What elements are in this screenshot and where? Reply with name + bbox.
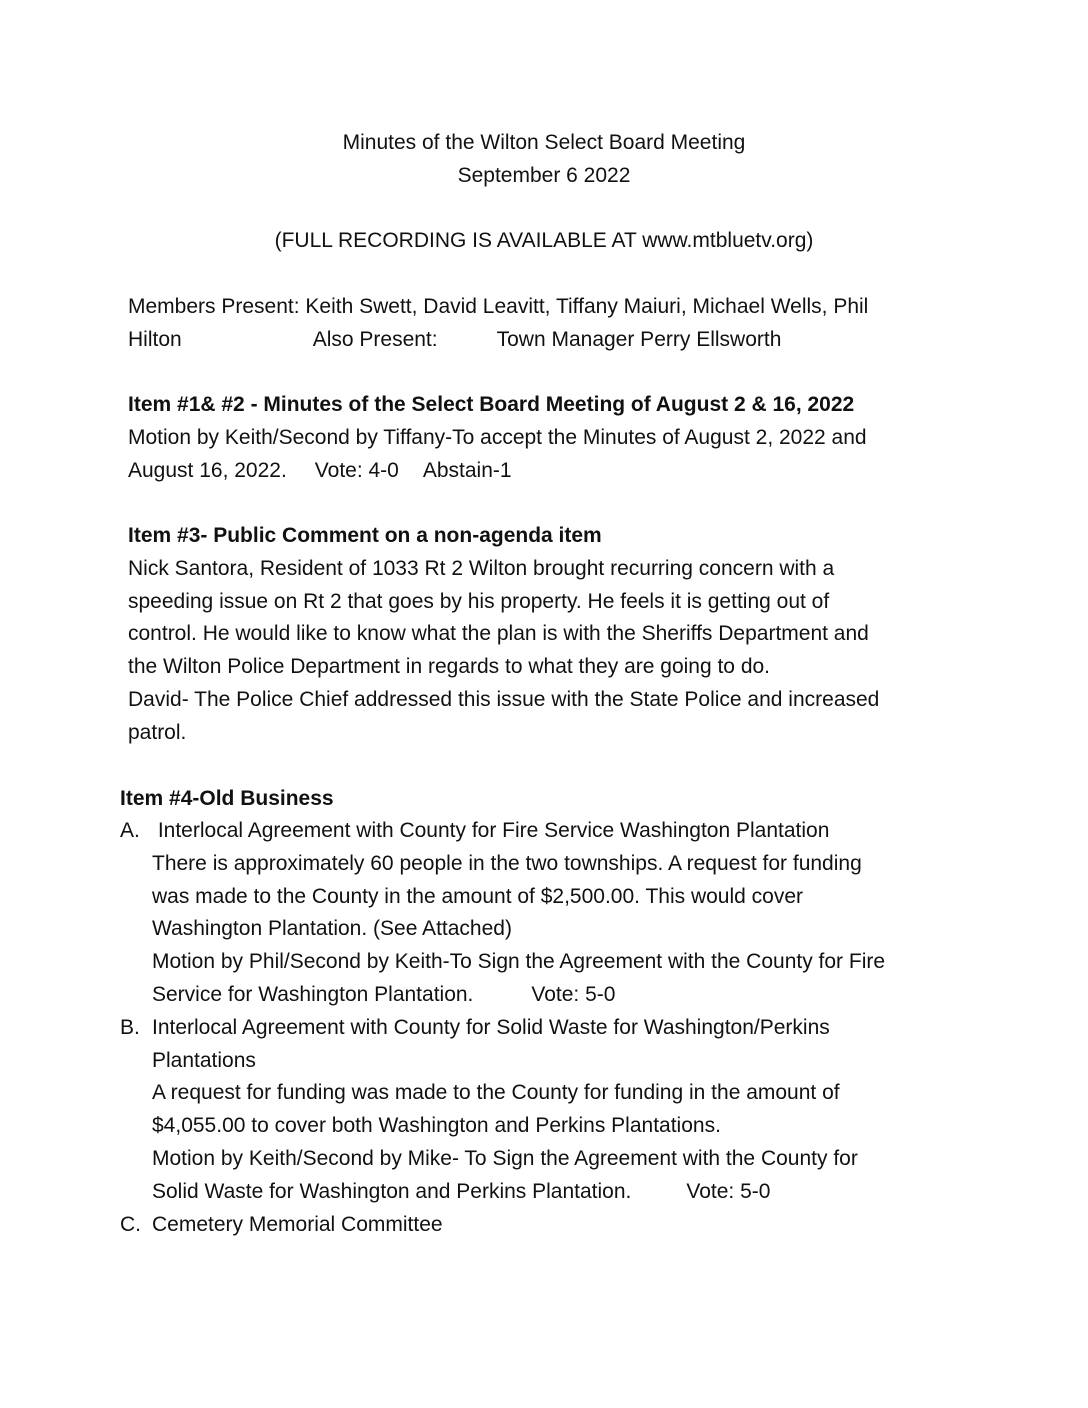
item-1-2-heading: Item #1& #2 - Minutes of the Select Board Meeting of August 2 & 16, 2022	[128, 393, 855, 416]
item-3-line: David- The Police Chief addressed this issue with the State Police and increased	[128, 687, 880, 711]
item-3-heading: Item #3- Public Comment on a non-agenda item	[128, 524, 602, 547]
list-item	[120, 1012, 980, 1209]
document-title: Minutes of the Wilton Select Board Meeting	[342, 131, 746, 154]
list-marker: B.	[120, 1015, 140, 1039]
also-present-names: Town Manager Perry Ellsworth	[496, 327, 782, 351]
item-3-line: the Wilton Police Department in regards to what they are going to do.	[128, 655, 771, 679]
list-item-text: Washington Plantation. (See Attached)	[152, 917, 512, 941]
item-3-line: control. He would like to know what the plan is with the Sheriffs Department and	[128, 622, 869, 646]
document-header	[0, 127, 1088, 193]
item-3-line: speeding issue on Rt 2 that goes by his property. He feels it is getting out of	[128, 589, 830, 613]
list-item-text: Motion by Phil/Second by Keith-To Sign the Agreement with the County for Fire	[152, 950, 886, 974]
list-item-text: Plantations	[152, 1048, 256, 1072]
list-item-text: $4,055.00 to cover both Washington and Perkins Plantations.	[152, 1114, 721, 1138]
member-name-continued: Hilton	[128, 327, 182, 351]
list-marker: A.	[120, 819, 140, 842]
item-1-2-motion: Motion by Keith/Second by Tiffany-To accept the Minutes of August 2, 2022 and	[128, 425, 867, 449]
list-marker: C.	[120, 1212, 141, 1236]
attendance-line-2	[128, 324, 968, 357]
item-3-section	[128, 520, 968, 750]
item-3-line: patrol.	[128, 720, 187, 744]
list-item-text: A request for funding was made to the County for funding in the amount of	[152, 1081, 840, 1105]
list-item-text: Solid Waste for Washington and Perkins Plantation.	[152, 1179, 632, 1203]
item-3-line: Nick Santora, Resident of 1033 Rt 2 Wilton brought recurring concern with a	[128, 556, 835, 580]
list-item-text: was made to the County in the amount of $2,500.00. This would cover	[152, 884, 803, 908]
list-item-text: Motion by Keith/Second by Mike- To Sign the Agreement with the County for	[152, 1146, 858, 1170]
item-1-2-section	[128, 389, 968, 487]
list-item-vote-line	[152, 979, 980, 1012]
meeting-date: September 6 2022	[457, 163, 631, 187]
list-item-text: Service for Washington Plantation.	[152, 982, 474, 1006]
vote-result: Vote: 5-0	[531, 982, 616, 1006]
item-1-2-vote-line	[128, 455, 968, 488]
list-item	[120, 815, 980, 1012]
members-present-line: Members Present: Keith Swett, David Leavitt, Tiffany Maiuri, Michael Wells, Phil	[128, 295, 869, 318]
item-4-heading: Item #4-Old Business	[120, 787, 334, 810]
abstain-result: Abstain-1	[422, 458, 512, 482]
vote-result: Vote: 5-0	[686, 1179, 771, 1203]
attendance-block	[128, 291, 968, 357]
list-item-title: Interlocal Agreement with County for Fire Service Washington Plantation	[152, 819, 830, 842]
list-item	[120, 1209, 980, 1242]
old-business-list	[120, 815, 980, 1241]
list-item-vote-line	[152, 1176, 980, 1209]
vote-result: Vote: 4-0	[314, 458, 399, 482]
list-item-title: Interlocal Agreement with County for Solid Waste for Washington/Perkins	[152, 1015, 830, 1039]
recording-note: (FULL RECORDING IS AVAILABLE AT www.mtbluetv.org)	[274, 229, 814, 252]
list-item-text: There is approximately 60 people in the two townships. A request for funding	[152, 851, 862, 875]
list-item-title: Cemetery Memorial Committee	[152, 1212, 443, 1236]
also-present-label: Also Present:	[312, 327, 438, 351]
motion-date-text: August 16, 2022.	[128, 458, 287, 482]
